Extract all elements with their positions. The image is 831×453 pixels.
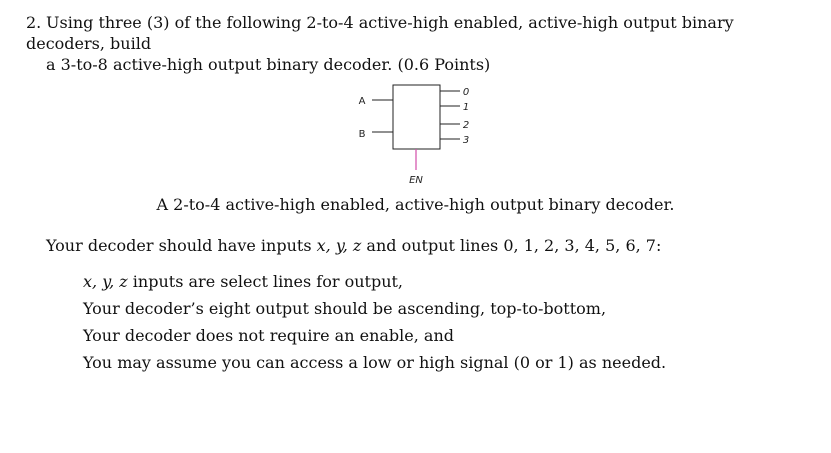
output-label-0: 0: [462, 87, 470, 98]
question-line-1-text: Using three (3) of the following 2-to-4 active-high enabled, active-high output binary decoders, build: [26, 13, 734, 53]
input-label-b: B: [358, 129, 366, 140]
requirement-math: x, y, z: [83, 272, 128, 291]
output-label-1: 1: [462, 102, 470, 113]
requirement-item: [83, 322, 666, 349]
intro-before: Your decoder should have inputs: [46, 236, 317, 255]
requirement-text: Your decoder does not require an enable, and: [83, 326, 454, 345]
requirement-text: inputs are select lines for output,: [127, 272, 404, 291]
question-line-2: a 3-to-8 active-high output binary decoder. (0.6 Points): [46, 55, 491, 74]
intro-after: :: [655, 236, 662, 255]
requirements-list: [83, 268, 666, 376]
requirement-item: [83, 268, 666, 295]
requirement-text: Your decoder’s eight output should be ascending, top-to-bottom,: [83, 299, 607, 318]
figure-caption: [0, 195, 831, 215]
output-label-2: 2: [462, 120, 470, 131]
figure-caption-text: A 2-to-4 active-high enabled, active-high output binary decoder.: [156, 195, 675, 214]
requirement-item: [83, 349, 666, 376]
decoder-box: [393, 85, 440, 149]
intro-output-lines: 0, 1, 2, 3, 4, 5, 6, 7: [503, 236, 656, 255]
question-number: 2.: [26, 13, 42, 32]
instructions-intro: [46, 236, 661, 256]
intro-middle: and output lines: [361, 236, 504, 255]
enable-label: EN: [409, 175, 423, 186]
requirement-item: [83, 295, 666, 322]
intro-input-vars: x, y, z: [316, 236, 362, 255]
input-label-a: A: [358, 96, 366, 107]
requirement-text: You may assume you can access a low or high signal (0 or 1) as needed.: [83, 353, 667, 372]
output-label-3: 3: [462, 135, 470, 146]
